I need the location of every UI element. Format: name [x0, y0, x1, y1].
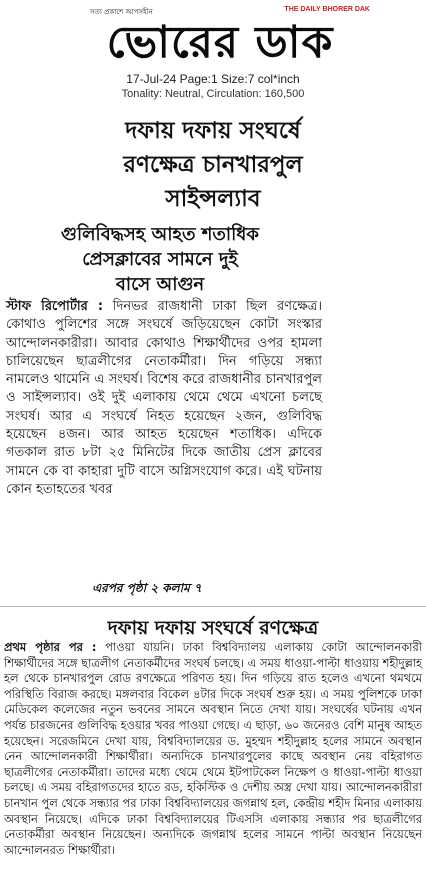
main-headline: [0, 114, 426, 216]
jump-text: পাওয়া যায়নি। ঢাকা বিশ্ববিদ্যালয় এলাকায় কোটা আন্দোলনকারী শিক্ষার্থীদের সঙ্গে ছাত্রলীগ নেতাকর্মীদের সংঘর্ষ চলছে। এ সময় ধাওয়া-পাল্টা ধাওয়ায় শহীদুল্লাহ হল থেকে চানখারপুল রোড রণক্ষেত্রে পরিণত হয়। দিন গড়িয়ে রাত হলেও এখনো থমথমে পরিস্থিতি বিরাজ করছে। মঙ্গলবার বিকেল ৪টার দিকে সংঘর্ষ শুরু হয়। এ সময় পুলিশকে ঢাকা মেডিকেল কলেজের নতুন ভবনের সামনে অবস্থান নিতে দেখা যায়। সংঘর্ষের ঘটনায় এখন পর্যন্ত চারজনের গুলিবিদ্ধ হওয়ার খবর পাওয়া গেছে। এ ছাড়া, ৬০ জনেরও বেশি মানুষ আহত হয়েছেন। সরেজমিনে দেখা যায়, বিশ্ববিদ্যালয়ের ড. মুহম্মদ শহীদুল্লাহ হলের সামনে অবস্থান নেন আন্দোলনকারী শিক্ষার্থীরা। অন্যদিকে চানখারপুলের কাছে অবস্থান নেয় বহিরাগত ছাত্রলীগের নেতাকর্মীরা। তাদের মধ্যে থেমে থেমে ইটপাটকেল নিক্ষেপ ও ধাওয়া-পাল্টা ধাওয়া চলছে। এ সময় বহিরাগতদের হাতে রড, হকিস্টিক ও দেশীয় অস্ত্র দেখা যায়। আন্দোলনকারীরা চানখান পুল থেকে সন্ধ্যার পর ঢাকা বিশ্ববিদ্যালয়ের জগন্নাথ হল, কেন্দ্রীয় শহীদ মিনার এলাকায় অবস্থান নিয়েছে। এদিকে ঢাকা বিশ্ববিদ্যালয়ের টিএসসি এলাকায় সন্ধ্যার পর ছাত্রলীগের নেতাকর্মীরা অবস্থান নিয়েছেন। অন্যদিকে জগন্নাথ হলের সামনে পাল্টা অবস্থান নিয়েছেন আন্দোলনরত শিক্ষার্থীরা।: [4, 640, 423, 857]
masthead-english-name: THE DAILY BHORER DAK: [284, 6, 370, 13]
subheadline-line-3: বাসে আগুন: [115, 274, 205, 295]
jump-byline: প্রথম পৃষ্ঠার পর :: [4, 640, 97, 654]
subheadline-line-1: গুলিবিদ্ধসহ আহত শতাধিক: [61, 224, 259, 245]
story-byline: স্টাফ রিপোর্টার :: [6, 299, 104, 314]
continuation-note: এরপর পৃষ্ঠা ২ কলাম ৭: [92, 581, 202, 595]
headline-line-3: সাইন্সল্যাব: [165, 186, 261, 212]
subheadline-line-2: প্রেসক্লাবের সামনে দুই: [82, 249, 238, 270]
clipping-tonality: Tonality: Neutral, Circulation: 160,500: [121, 88, 305, 100]
section-divider: [0, 606, 426, 607]
masthead-tagline: সত্য প্রকাশে আপসহীন: [90, 8, 153, 16]
jump-headline: দফায় দফায় সংঘর্ষে রণক্ষেত্র: [107, 617, 319, 639]
headline-line-1: দফায় দফায় সংঘর্ষে: [125, 118, 301, 144]
story-body: [6, 298, 322, 499]
headline-line-2: রণক্ষেত্র চানখারপুল: [123, 152, 303, 178]
clipping-info: 17-Jul-24 Page:1 Size:7 col*inch: [126, 72, 300, 86]
jump-body: [4, 640, 422, 858]
masthead: [70, 4, 370, 70]
story-text: দিনভর রাজধানী ঢাকা ছিল রণক্ষেত্র। কোথাও পুলিশের সঙ্গে সংঘর্ষে জড়িয়েছেন কোটা সংস্কার আন্দোলনকারীরা। আবার কোথাও শিক্ষার্থীদের ওপর হামলা চালিয়েছেন ছাত্রলীগের নেতাকর্মীরা। দিন গড়িয়ে সন্ধ্যা নামলেও থামেনি এ সংঘর্ষ। বিশেষ করে রাজধানীর চানখারপুল ও সাইন্সল্যাব। ওই দুই এলাকায় থেমে থেমে এখনো চলছে সংঘর্ষ। আর এ সংঘর্ষে নিহত হয়েছেন ২জন, গুলিবিদ্ধ হয়েছেন ৪জন। আর আহত হয়েছেন শতাধিক। এদিকে গতকাল রাত ৮টা ২৫ মিনিটের দিকে জাতীয় প্রেস ক্লাবের সামনে কে বা কাহারা দুটি বাসে অগ্নিসংযোগ করে। এই ঘটনায় কোন হতাহতের খবর: [6, 299, 322, 497]
sub-headline: [0, 222, 320, 297]
newspaper-logo: ভোরের ডাক: [106, 17, 334, 68]
